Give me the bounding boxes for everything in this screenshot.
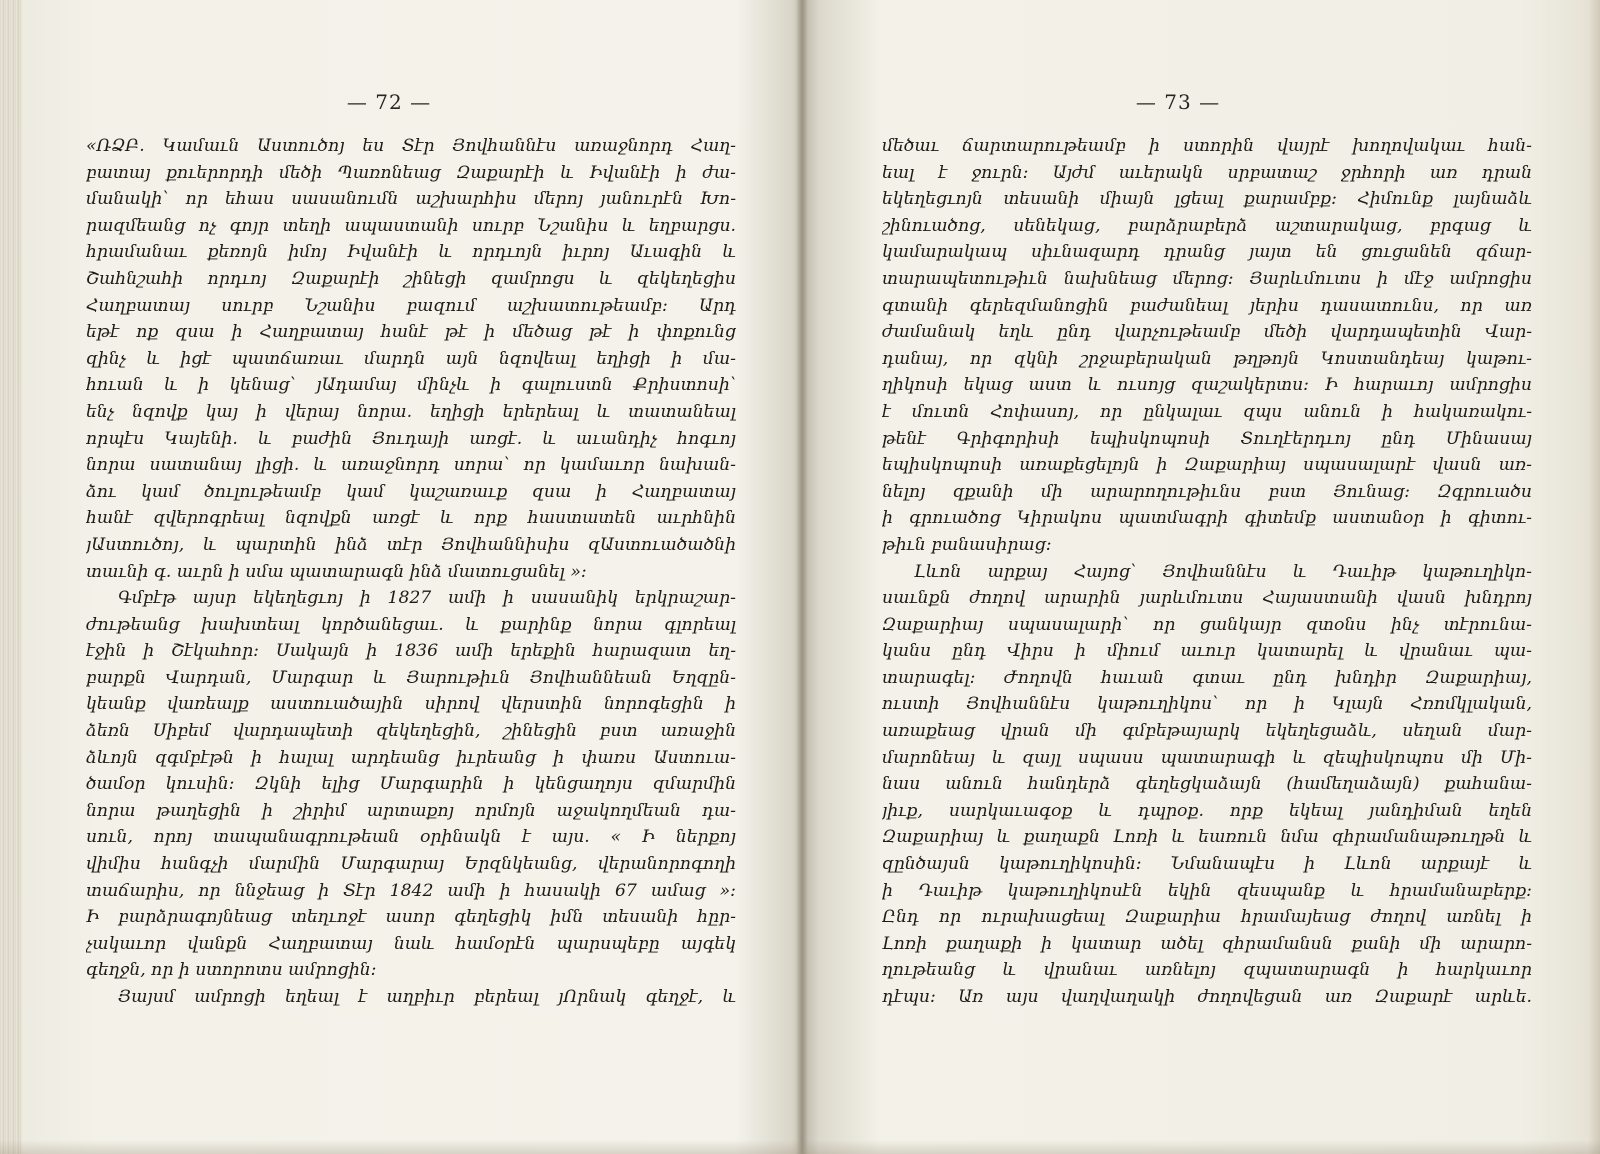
- text-line: ձեռն Սիբեմ վարդապետի զեկեղեցին, շինեցին բստ առաջին: [86, 721, 736, 742]
- text-line: կանս ընդ Վիրս ի միում աւուր կատարել և վրանաւ պա-: [882, 641, 1532, 662]
- text-line: է մուտն Հոփասոյ, որ ընկալաւ զպս անուն ի հակառակու-: [882, 401, 1532, 422]
- text-line: վիմիս հանգչի մարմին Մարգարայ Երզնկեանց, վերանորոգողի: [86, 854, 736, 875]
- text-line: մեծաւ ճարտարութեամբ ի ստորին վայրէ խողովակաւ հան-: [882, 136, 1532, 156]
- text-line: կամարակապ սիւնազարդ դրանց յայտ են ցուցանեն զճար-: [882, 242, 1532, 263]
- text-line: նելոյ զքանի մի արարողութիւնս բստ Յունաց։ Զգրուածս: [882, 481, 1532, 502]
- text-line: նորա սատանայ լիցի. և առաջնորդ սորա՝ որ կամաւոր նախան-: [86, 455, 736, 476]
- page-stack-edge-left: [0, 0, 22, 1154]
- page-number: — 73 —: [1135, 90, 1221, 114]
- text-line: ուստի Յովհաննէս կաթուղիկոս՝ որ ի Կլայն Հռոմկլական,: [882, 694, 1532, 715]
- text-line: Զաքարիայ սպասալարի՝ որ ցանկայր զտօնս ինչ տէրունա-: [882, 614, 1532, 635]
- text-line: թենէ Գրիգորիսի եպիսկոպոսի Տուղէերդւոյ ընդ Մինասայ: [882, 428, 1532, 449]
- page-stack-edge-right: [1588, 0, 1600, 1154]
- text-line: «ՌՁԲ. Կամաւն Աստուծոյ ես Տէր Յովհաննէս առաջնորդ Հաղ-: [86, 136, 736, 156]
- text-line: ի գրուածոց Կիրակոս պատմագրի գիտեմք աստանօր ի գիտու-: [882, 508, 1532, 529]
- text-line: Լոռի քաղաքի ի կատար ածել զհրամանսն քանի մի արարո-: [882, 933, 1532, 954]
- text-line: սուն, որոյ տապանագրութեան օրինակն է այս. « Ի ներքոյ: [86, 827, 736, 848]
- book-gutter: [796, 0, 808, 1154]
- text-line: ժութեանց խախտեալ կործանեցաւ. և քարինք նորա գլորեալ: [86, 614, 736, 635]
- text-line: նաս անուն հանդերձ գեղեցկաձայն (համեղաձայն) քահանա-: [882, 774, 1532, 795]
- text-line: Ի բարձրագոյնեաց տեղւոջէ ասոր գեղեցիկ իմն տեսանի հըր-: [86, 907, 736, 928]
- text-line: րազմեանց ոչ գոյր տեղի ապաստանի սուրբ Նշանիս և եղբարցս.: [86, 215, 736, 236]
- text-line: եալ է ջուրն։ Այժմ աւերակն սրբատաշ ջրհորի առ դրան: [882, 162, 1532, 183]
- text-line: զինչ և իցէ պատճառաւ մարդն այն նզովեալ եղիցի ի մա-: [86, 348, 736, 369]
- text-line: սաւնքն ժողով արարին յարևմուտս Հայաստանի վասն խնդրոյ: [882, 588, 1532, 609]
- text-line: բարքն Վարդան, Մարգար և Յարութիւն Յովհաննեան Եղզըն-: [86, 667, 736, 688]
- text-line: բատայ քուերորդի մեծի Պառոնեաց Զաքարէի և Իվանէի ի ժա-: [86, 162, 736, 183]
- text-line: Հաղբատայ սուրբ Նշանիս բազում աշխատութեամբ։ Արդ: [86, 295, 736, 316]
- text-line: յԱստուծոյ, և պարտին ինձ տէր Յովհաննիսիս զԱստուածածնի: [86, 534, 736, 555]
- text-line: տարագել։ Ժողովն հաւան գտաւ ընդ խնդիր Զաքարիայ,: [882, 667, 1532, 688]
- text-line: չակաւոր վանքն Հաղբատայ նաև համօրէն պարսպեբը այգեկ: [86, 933, 736, 954]
- text-line: տաճարիս, որ ննջեաց ի Տէր 1842 ամի ի հասակի 67 ամաց »։: [86, 880, 736, 901]
- text-line: ժամանակ եղև ընդ վարչութեամբ մեծի վարդապետին Վար-: [882, 322, 1532, 343]
- text-line: ծամօր կուսին։ Զկնի ելից Մարգարին ի կենցաղոյս զմարմին: [86, 774, 736, 795]
- text-line: շինուածոց, սենեկաց, բարձրաբերձ աշտարակաց, բրգաց և: [882, 215, 1532, 236]
- text-line: մարոնեայ և զայլ սպասս պատարագի և զեպիսկոպոս մի Մի-: [882, 747, 1532, 768]
- text-line: դէպս։ Առ այս վաղվաղակի ժողովեցան առ Զաքարէ արևե.: [882, 987, 1532, 1007]
- text-line: նորա թաղեցին ի շիրիմ արտաքոյ որմոյն աջակողմեան դա-: [86, 800, 736, 821]
- text-line: ենչ նզովք կայ ի վերայ նորա. եղիցի երերեալ և տատանեալ: [86, 401, 736, 422]
- text-line: Շահնշահի որդւոյ Զաքարէի շինեցի զամրոցս և զեկեղեցիս: [86, 268, 736, 289]
- text-line: առաքեաց վրան մի գմբեթայարկ եկեղեցաձև, սեղան մար-: [882, 721, 1532, 742]
- text-line: ղիկոսի եկաց աստ և ուսոյց զաշակերտս։ Ի հարաւոյ ամրոցիս: [882, 375, 1532, 396]
- text-line: Լևոն արքայ Հայոց՝ Յովհաննէս և Դաւիթ կաթուղիկո-: [914, 561, 1532, 582]
- text-line: ի Դաւիթ կաթուղիկոսէն եկին զեսպանք և հրամանաբերք։: [882, 880, 1532, 901]
- text-line: գտանի գերեզմանոցին բաժանեալ յերիս դասատունս, որ առ: [882, 295, 1532, 316]
- text-line: եպիսկոպոսի առաքեցելոյն ի Զաքարիայ սպասալարէ վասն առ-: [882, 455, 1532, 476]
- text-line: մանակի՝ որ եհաս սասանումն աշխարհիս մերոյ յանուրէն Խո-: [86, 189, 736, 210]
- text-line: հրամանաւ քեռոյն իմոյ Իվանէի և որդւոյն իւրոյ Աւագին և: [86, 242, 736, 263]
- left-page: [22, 0, 796, 1154]
- text-line: էջին ի Շէկահոր։ Սակայն ի 1836 ամի երեքին հարազատ եղ-: [86, 641, 736, 662]
- text-line: տաւնի գ. աւրն ի սմա պատարագն ինձ մատուցանել »։: [86, 561, 587, 582]
- text-line: տարապետութիւն նախնեաց մերոց։ Յարևմուտս ի մէջ ամրոցիս: [882, 268, 1532, 289]
- text-line: զընծայսն կաթուղիկոսին։ Նմանապէս ի Լևոն արքայէ և: [882, 854, 1532, 875]
- text-line: եկեղեցւոյն տեսանի միայն լցեալ քարամբք։ Հիմունք լայնաձև: [882, 189, 1532, 210]
- text-line: Գմբէթ այսր եկեղեցւոյ ի 1827 ամի ի սասանիկ երկրաշար-: [118, 588, 736, 609]
- page-number: — 72 —: [346, 90, 432, 114]
- text-line: Ընդ որ ուրախացեալ Զաքարիա հրամայեաց ժողով առնել ի: [882, 907, 1532, 928]
- page-body-text: [86, 133, 736, 1011]
- text-line: ղութեանց և վրանաւ առնելոյ զպատարագն ի հարկաւոր: [882, 960, 1532, 981]
- text-line: կեանք վառեալք աստուածային սիրով վերստին նորոգեցին ի: [86, 694, 736, 715]
- text-line: հանէ զվերոգրեալ նզովքն առցէ և որք հաստատեն աւրհնին: [86, 508, 736, 529]
- text-line: որպէս Կայենի. և բաժին Յուդայի առցէ. և աւանդիչ հոգւոյ: [86, 428, 736, 449]
- text-line: գեղջն, որ ի ստորոտս ամրոցին։: [86, 960, 377, 981]
- text-line: եթէ ոք զսա ի Հաղբատայ հանէ թէ ի մեծաց թէ ի փոքունց: [86, 322, 736, 343]
- text-line: թիւն բանասիրաց։: [882, 534, 1052, 555]
- text-line: հուան և ի կենաց՝ յԱդամայ մինչև ի գալուստն Քրիստոսի՝: [86, 375, 736, 396]
- text-line: Զաքարիայ և քաղաքն Լոռի և եառուն նմա զհրամանաթուղթն և: [882, 827, 1532, 848]
- text-line: ձու կամ ծուլութեամբ կամ կաշառաւք զսա ի Հաղբատայ: [86, 481, 736, 502]
- page-body-text: [882, 133, 1532, 1011]
- text-line: Յայսմ ամրոցի եղեալ է աղբիւր բերեալ յՈրնակ գեղջէ, և: [118, 987, 736, 1007]
- text-line: յիւք, սարկաւագօք և դպրօք. որք եկեալ յանդիման եղեն: [882, 800, 1532, 821]
- text-line: դանայ, որ զկնի շրջաբերական թղթոյն Կոստանդեայ կաթու-: [882, 348, 1532, 369]
- text-line: ձևոյն զգմբէթն ի հալալ արդեանց իւրեանց ի փառս Աստուա-: [86, 747, 736, 768]
- right-page: [808, 0, 1588, 1154]
